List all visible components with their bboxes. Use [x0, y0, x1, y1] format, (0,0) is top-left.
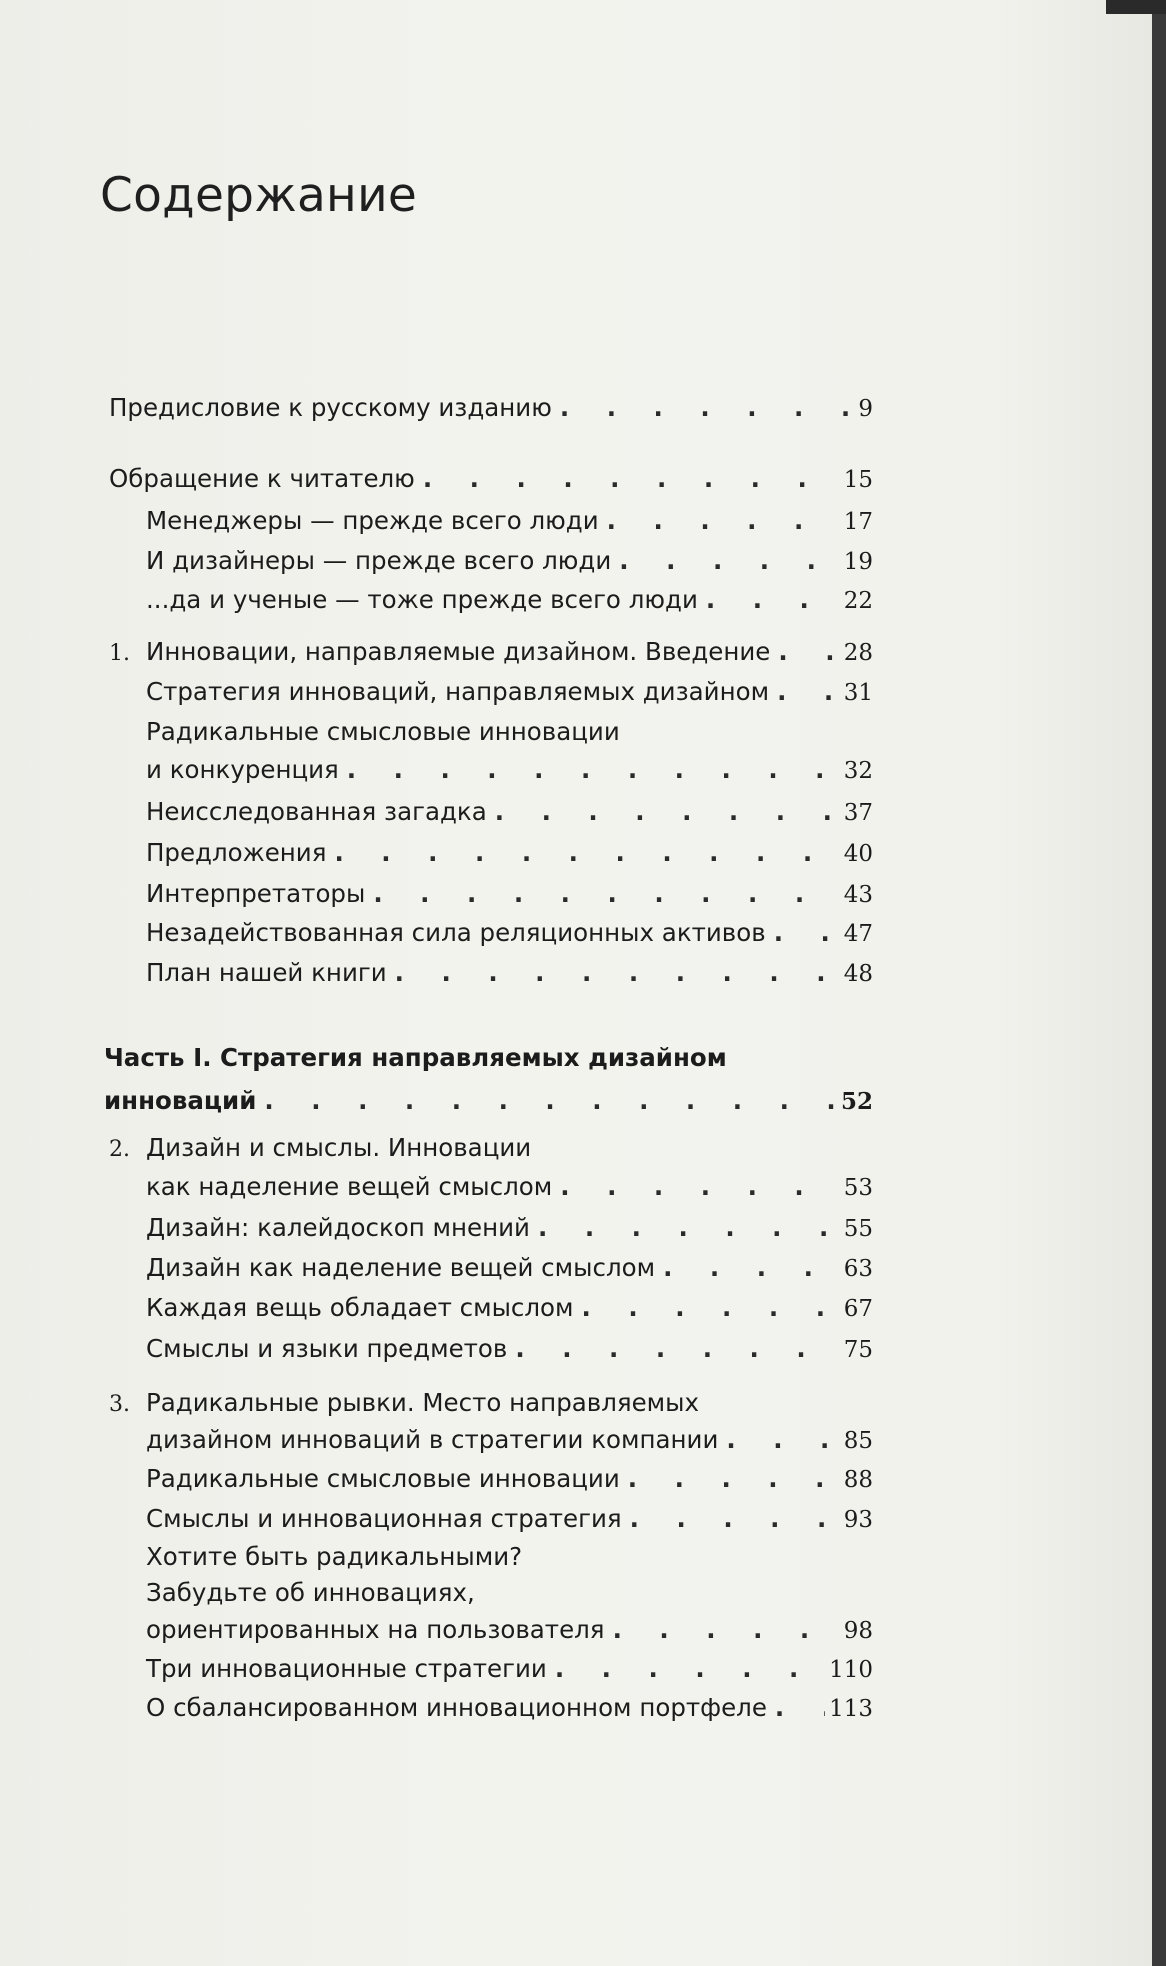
toc-entry-text: Инновации, направляемые дизайном. Введение — [146, 637, 771, 666]
toc-entry — [146, 1654, 873, 1685]
toc-leader-dots — [611, 546, 839, 576]
chapter-number: 2. — [109, 1137, 130, 1162]
toc-page-number: 32 — [843, 758, 873, 784]
toc-entry-text: инноваций — [104, 1086, 257, 1115]
toc-entry — [146, 1425, 873, 1456]
toc-page-number: 15 — [843, 467, 873, 493]
toc-entry — [146, 1615, 873, 1646]
toc-page-number: 98 — [843, 1618, 873, 1644]
toc-leader-dots — [552, 1172, 839, 1202]
part-heading: Часть I. Стратегия направляемых дизайном — [104, 1043, 727, 1072]
toc-entry-text: Забудьте об инновациях, — [146, 1578, 475, 1607]
toc-entry — [146, 1293, 873, 1324]
toc-entry — [146, 755, 873, 786]
toc-leader-dots — [767, 1693, 825, 1723]
toc-entry — [146, 838, 873, 869]
toc-entry — [109, 464, 873, 495]
toc-leader-dots — [766, 918, 840, 948]
toc-entry-text: Радикальные рывки. Место направляемых — [146, 1388, 699, 1417]
toc-entry — [146, 1464, 873, 1495]
toc-entry-text: Обращение к читателю — [109, 464, 415, 493]
toc-page-number: 52 — [840, 1088, 873, 1115]
toc-entry — [146, 1504, 873, 1535]
toc-entry-text: И дизайнеры — прежде всего люди — [146, 546, 612, 575]
toc-entry — [146, 879, 873, 910]
toc-page-number: 43 — [843, 882, 873, 908]
page-title: Содержание — [100, 168, 418, 223]
toc-entry-text: Стратегия инноваций, направляемых дизайном — [146, 677, 770, 706]
toc-entry-text: Радикальные смысловые инновации — [146, 1464, 620, 1493]
toc-entry-text: Неисследованная загадка — [146, 797, 487, 826]
toc-page-number: 113 — [829, 1696, 873, 1722]
toc-entry — [146, 797, 873, 828]
toc-entry-text: Дизайн и смыслы. Инновации — [146, 1133, 532, 1162]
toc-page-number: 53 — [843, 1175, 873, 1201]
toc-page-number: 47 — [843, 921, 873, 947]
toc-entry — [146, 1693, 873, 1724]
toc-entry — [146, 506, 873, 537]
toc-leader-dots — [507, 1334, 839, 1364]
toc-entry-text: Смыслы и инновационная стратегия — [146, 1504, 622, 1533]
toc-page-number: 93 — [843, 1507, 873, 1533]
toc-entry-text: Три инновационные стратегии — [146, 1654, 547, 1683]
toc-leader-dots — [622, 1504, 840, 1534]
toc-entry-text: как наделение вещей смыслом — [146, 1172, 553, 1201]
toc-leader-dots — [387, 958, 840, 988]
toc-entry — [146, 958, 873, 989]
toc-leader-dots — [256, 1086, 837, 1116]
toc-entry-text: Каждая вещь обладает смыслом — [146, 1293, 574, 1322]
toc-page-number: 88 — [843, 1467, 873, 1493]
toc-entry-text: План нашей книги — [146, 958, 387, 987]
toc-page-number: 31 — [843, 680, 873, 706]
toc-leader-dots — [698, 585, 840, 615]
toc-page-number: 55 — [843, 1216, 873, 1242]
toc-entry-text: О сбалансированном инновационном портфеле — [146, 1693, 767, 1722]
toc-entry-text: ...да и ученые — тоже прежде всего люди — [146, 585, 698, 614]
toc-page-number: 9 — [858, 396, 873, 422]
toc-entry-text: Дизайн: калейдоскоп мнений — [146, 1213, 530, 1242]
toc-leader-dots — [552, 393, 855, 423]
toc-entry-text: ориентированных на пользователя — [146, 1615, 605, 1644]
toc-entry — [109, 393, 873, 424]
toc-entry-text: Незадействованная сила реляционных активов — [146, 918, 766, 947]
toc-page-number: 19 — [843, 549, 873, 575]
toc-leader-dots — [530, 1213, 840, 1243]
toc-leader-dots — [487, 797, 840, 827]
toc-entry-text: Дизайн как наделение вещей смыслом — [146, 1253, 656, 1282]
toc-leader-dots — [770, 637, 839, 667]
toc-entry — [146, 585, 873, 616]
toc-leader-dots — [574, 1293, 840, 1323]
toc-entry — [146, 1213, 873, 1244]
toc-page-number: 63 — [843, 1256, 873, 1282]
toc-leader-dots — [769, 677, 840, 707]
chapter-number: 1. — [109, 641, 130, 666]
toc-entry-text: Хотите быть радикальными? — [146, 1542, 523, 1571]
toc-entry-text: Смыслы и языки предметов — [146, 1334, 508, 1363]
toc-entry — [146, 1334, 873, 1365]
toc-leader-dots — [365, 879, 839, 909]
toc-entry-text: дизайном инноваций в стратегии компании — [146, 1425, 719, 1454]
toc-page-number: 85 — [843, 1428, 873, 1454]
toc-leader-dots — [599, 506, 840, 536]
toc-entry-text: Предложения — [146, 838, 327, 867]
toc-entry — [104, 1086, 873, 1117]
toc-entry — [146, 546, 873, 577]
toc-page-number: 28 — [843, 640, 873, 666]
toc-leader-dots — [339, 755, 840, 785]
toc-page-number: 37 — [843, 800, 873, 826]
toc-entry-text: Менеджеры — прежде всего люди — [146, 506, 599, 535]
toc-leader-dots — [620, 1464, 840, 1494]
toc-entry — [146, 1253, 873, 1284]
toc-entry-text: Радикальные смысловые инновации — [146, 717, 620, 746]
toc-leader-dots — [718, 1425, 839, 1455]
toc-page-number: 22 — [843, 588, 873, 614]
toc-page-number: 75 — [843, 1337, 873, 1363]
chapter-number: 3. — [109, 1392, 130, 1417]
toc-page-number: 110 — [829, 1657, 873, 1683]
toc-leader-dots — [415, 464, 840, 494]
toc-entry — [146, 637, 873, 668]
toc-leader-dots — [605, 1615, 840, 1645]
toc-page-number: 48 — [843, 961, 873, 987]
toc-leader-dots — [547, 1654, 825, 1684]
toc-entry-text: Интерпретаторы — [146, 879, 366, 908]
toc-page-number: 40 — [843, 841, 873, 867]
toc-leader-dots — [655, 1253, 840, 1283]
toc-entry-text: и конкуренция — [146, 755, 339, 784]
toc-entry-text: Предисловие к русскому изданию — [109, 393, 552, 422]
toc-leader-dots — [326, 838, 839, 868]
toc-entry — [146, 918, 873, 949]
toc-entry — [146, 677, 873, 708]
toc-page-number: 17 — [843, 509, 873, 535]
toc-entry — [146, 1172, 873, 1203]
toc-page-number: 67 — [843, 1296, 873, 1322]
